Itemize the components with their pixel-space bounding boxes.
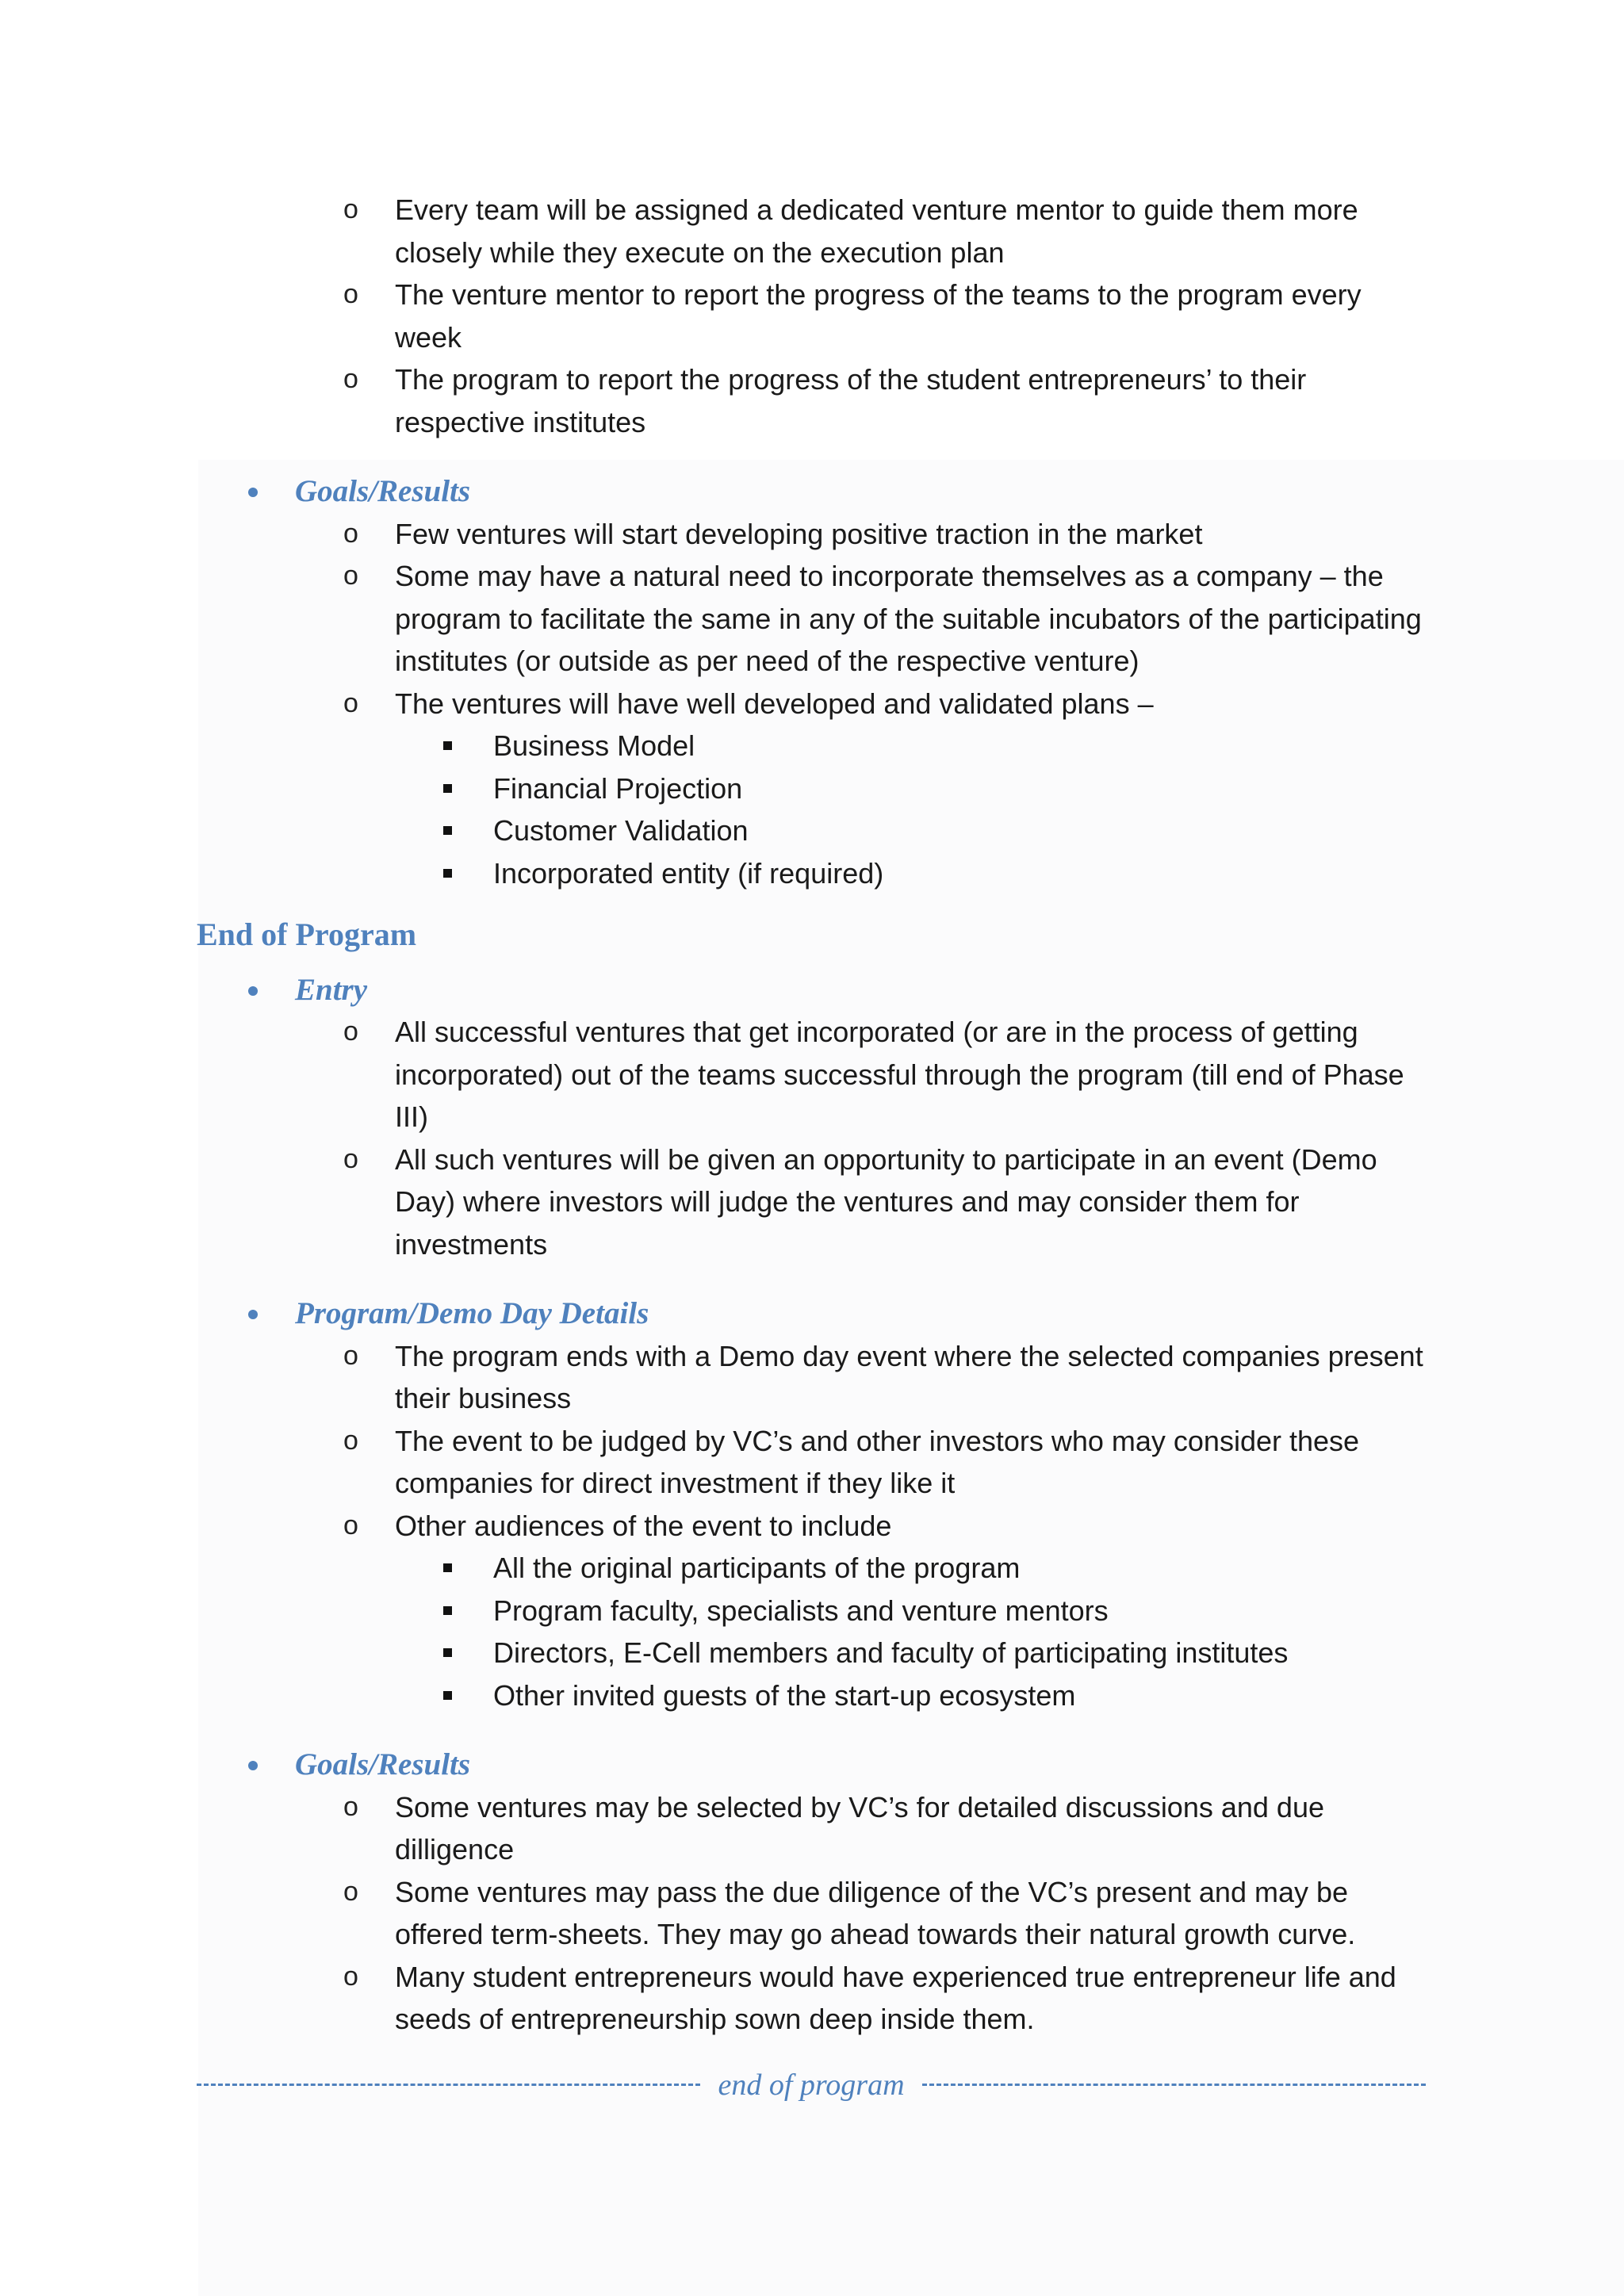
goals-results-section (197, 1743, 1434, 2041)
square-bullet-icon (443, 1691, 452, 1700)
sublist-item: Customer Validation (395, 809, 1434, 852)
sublist-item: Directors, E-Cell members and faculty of participating institutes (395, 1632, 1434, 1674)
square-bullet-icon (443, 784, 452, 793)
list-item: o The event to be judged by VC’s and other investors who may consider these companies for direct investment if they like it (197, 1420, 1434, 1505)
goals-item-list (197, 513, 1434, 895)
page-title: End of Program (197, 916, 417, 952)
document-content (197, 189, 1434, 2103)
circle-bullet-icon: o (343, 194, 358, 224)
list-item: o Some ventures may be selected by VC’s for detailed discussions and due dilligence (197, 1786, 1434, 1871)
sublist-item: Incorporated entity (if required) (395, 852, 1434, 895)
list-item: o All successful ventures that get incorporated (or are in the process of getting incorporated) out of the teams successful through the program (till end of Phase III) (197, 1011, 1434, 1138)
dashed-rule-left (197, 2084, 700, 2086)
circle-bullet-icon: o (343, 1425, 358, 1456)
square-bullet-icon (443, 1563, 452, 1572)
sublist-item: All the original participants of the program (395, 1547, 1434, 1590)
circle-bullet-icon: o (343, 687, 358, 718)
list-item: o Few ventures will start developing positive traction in the market (197, 513, 1434, 556)
section-heading: Entry (197, 969, 1434, 1012)
end-of-program-label: end of program (718, 2068, 905, 2102)
end-of-program-divider (197, 2068, 1426, 2103)
top-item-list (197, 189, 1434, 443)
square-bullet-icon (443, 869, 452, 878)
square-bullet-icon (443, 826, 452, 835)
section-heading: Program/Demo Day Details (197, 1292, 1434, 1335)
square-bullet-icon (443, 1606, 452, 1615)
circle-bullet-icon: o (343, 561, 358, 591)
list-item: o The program ends with a Demo day event where the selected companies present their business (197, 1335, 1434, 1420)
square-bullet-icon (443, 741, 452, 750)
plans-sublist (197, 725, 1434, 894)
list-item: o The venture mentor to report the progress of the teams to the program every week (197, 274, 1434, 358)
circle-bullet-icon: o (343, 1143, 358, 1174)
circle-bullet-icon: o (343, 518, 358, 549)
circle-bullet-icon: o (343, 364, 358, 394)
demo-day-item-list (197, 1335, 1434, 1717)
list-item: o The program to report the progress of the student entrepreneurs’ to their respective institutes (197, 358, 1434, 443)
section-heading: Goals/Results (197, 470, 1434, 513)
audience-sublist (197, 1547, 1434, 1716)
circle-bullet-icon: o (343, 1961, 358, 1992)
section-heading: Goals/Results (197, 1743, 1434, 1786)
bullet-dot-icon (248, 986, 258, 996)
dashed-rule-right (922, 2084, 1426, 2086)
list-item: o The ventures will have well developed and validated plans – Business Model Financial Projection Customer Validation Incorporated entity (if required) (197, 683, 1434, 895)
circle-bullet-icon: o (343, 1016, 358, 1047)
demo-day-section (197, 1292, 1434, 1716)
circle-bullet-icon: o (343, 1876, 358, 1907)
sublist-item: Program faculty, specialists and venture mentors (395, 1590, 1434, 1632)
sublist-item: Financial Projection (395, 767, 1434, 810)
list-item: o Other audiences of the event to include All the original participants of the program Program faculty, specialists and venture mentors Directors, E-Cell members and faculty of participating institutes Other invited guests of the start-up ecosystem (197, 1505, 1434, 1717)
list-item: o Some may have a natural need to incorporate themselves as a company – the program to facilitate the same in any of the suitable incubators of the participating institutes (or outside as per need of the respective venture) (197, 555, 1434, 683)
entry-item-list (197, 1011, 1434, 1265)
sublist-item: Other invited guests of the start-up ecosystem (395, 1674, 1434, 1717)
square-bullet-icon (443, 1648, 452, 1657)
list-item: o Some ventures may pass the due diligence of the VC’s present and may be offered term-sheets. They may go ahead towards their natural growth curve. (197, 1871, 1434, 1956)
list-item: o All such ventures will be given an opportunity to participate in an event (Demo Day) where investors will judge the ventures and may consider them for investments (197, 1138, 1434, 1266)
list-item: o Many student entrepreneurs would have experienced true entrepreneur life and seeds of entrepreneurship sown deep inside them. (197, 1956, 1434, 2041)
sublist-item: Business Model (395, 725, 1434, 767)
goals-item-list (197, 1786, 1434, 2041)
circle-bullet-icon: o (343, 1791, 358, 1822)
bullet-dot-icon (248, 1310, 258, 1319)
circle-bullet-icon: o (343, 1510, 358, 1540)
circle-bullet-icon: o (343, 279, 358, 309)
circle-bullet-icon: o (343, 1340, 358, 1371)
goals-results-section (197, 470, 1434, 894)
bullet-dot-icon (248, 1761, 258, 1770)
entry-section (197, 969, 1434, 1266)
bullet-dot-icon (248, 488, 258, 497)
list-item: o Every team will be assigned a dedicated venture mentor to guide them more closely while they execute on the execution plan (197, 189, 1434, 274)
